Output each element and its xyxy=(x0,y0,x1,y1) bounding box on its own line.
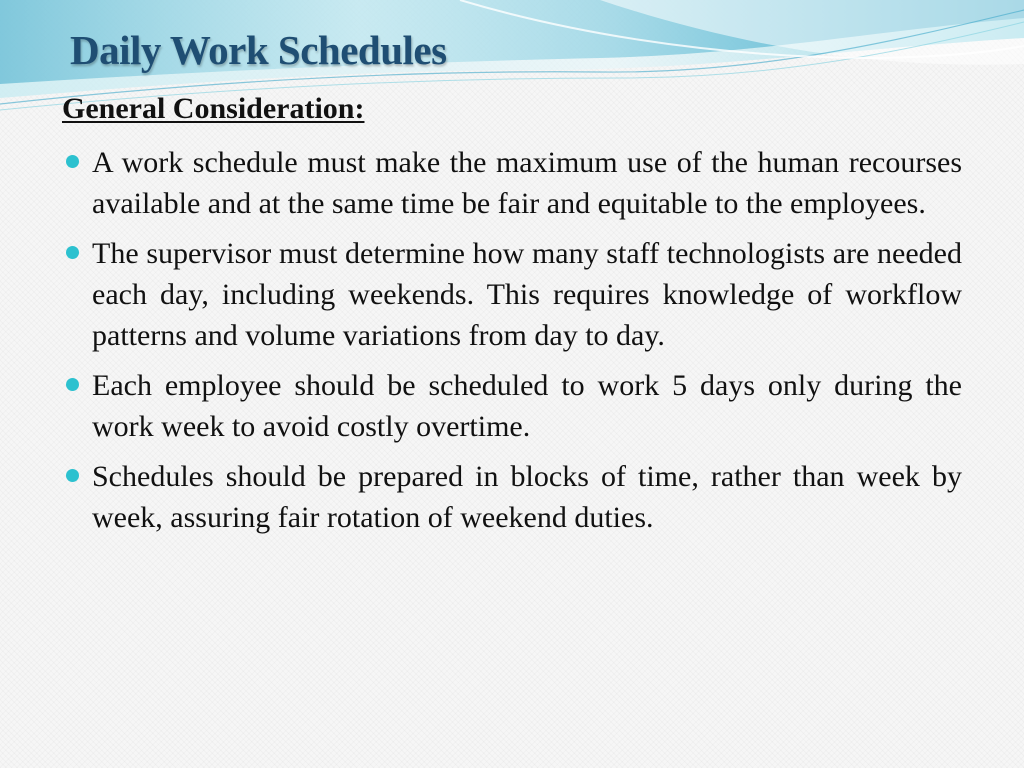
slide-title: Daily Work Schedules xyxy=(70,27,447,73)
bullet-item xyxy=(92,456,962,538)
section-heading: General Consideration: xyxy=(62,92,365,125)
bullet-dot-icon xyxy=(66,246,79,259)
bullet-text: The supervisor must determine how many staff technologists are needed each day, including weekends. This requires knowledge of workflow patterns and volume variations from day to day. xyxy=(92,237,962,352)
bullet-dot-icon xyxy=(66,469,79,482)
bullet-text: Schedules should be prepared in blocks of time, rather than week by week, assuring fair rotation of weekend duties. xyxy=(92,460,962,534)
bullet-list xyxy=(92,142,962,547)
bullet-item xyxy=(92,365,962,447)
bullet-text: Each employee should be scheduled to work 5 days only during the work week to avoid costly overtime. xyxy=(92,369,962,443)
bullet-dot-icon xyxy=(66,155,79,168)
bullet-text: A work schedule must make the maximum use of the human recourses available and at the same time be fair and equitable to the employees. xyxy=(92,146,962,220)
bullet-item xyxy=(92,142,962,224)
bullet-dot-icon xyxy=(66,378,79,391)
bullet-item xyxy=(92,233,962,356)
